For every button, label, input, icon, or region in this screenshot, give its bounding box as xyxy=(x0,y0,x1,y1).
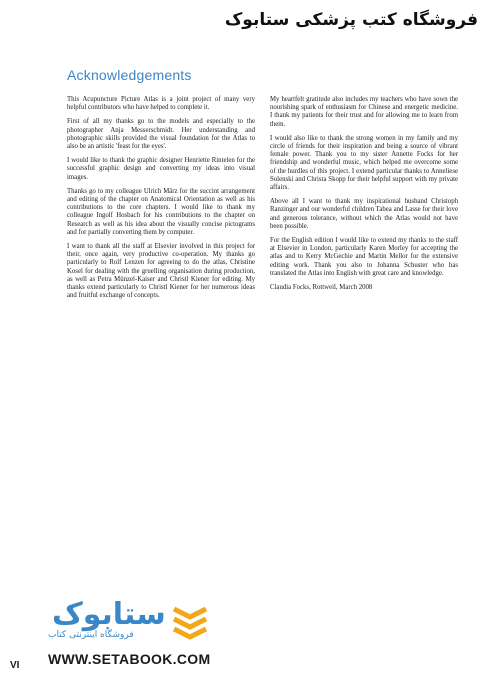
paragraph: Thanks go to my colleague Ulrich März for the succint arrangement and editing of the chapter on Anatomical Orientation as well as his contributions to the core chapters. I would like to thank my colleague Ingolf Hosbach for his contributions to the chapter on Research as well as his idea about the visually concise pictograms and for partially converting them by computer. xyxy=(67,187,255,236)
book-stack-icon xyxy=(170,601,210,641)
page-number: VI xyxy=(10,660,20,671)
site-url: WWW.SETABOOK.COM xyxy=(48,651,211,667)
paragraph: I want to thank all the staff at Elsevier involved in this project for their, once again, very productive co-operation. My thanks go particularly to Rolf Lenzen for agreeing to do the atlas, Christine Kosel for dealing with the gruelling organisation during production, as well as Petra Münzel-Kaiser and Christl Kiener for editing. My thanks extend particularly to Christl Kiener for her numerous ideas and fruitful exchange of concepts. xyxy=(67,243,255,300)
left-column xyxy=(67,96,255,306)
right-column xyxy=(270,96,458,298)
paragraph: First of all my thanks go to the models and especially to the photographer Anja Messerschmidt. Her understanding and photographic skills provided the visual foundation for the Atlas to also be an artistic 'feast for the eyes'. xyxy=(67,118,255,151)
logo-tagline: فروشگاه اینترنتی کتاب xyxy=(48,630,134,640)
page-title: Acknowledgements xyxy=(67,67,192,83)
paragraph: My heartfelt gratitude also includes my teachers who have sown the nourishing spark of enthusiasm for Chinese and energetic medicine. I thank my patients for their trust and for allowing me to learn from them. xyxy=(270,96,458,128)
paragraph: I would also like to thank the strong women in my family and my circle of friends for their inspiration and being a source of vibrant female power. Thank you to my sister Annette Focks for her friendship and wonderful music, which helped me overcome some of the hurdles of this project. I extend particular thanks to Anneliese Solenski and Christa Skopp for their helpful support with my private affairs. xyxy=(270,134,458,192)
setabook-logo xyxy=(22,597,212,647)
signature-line: Claudia Focks, Rottweil, March 2008 xyxy=(270,284,373,292)
paragraph: Above all I want to thank my inspirational husband Christoph Ranzinger and our wonderful children Tabea and Lasse for their love and generous tolerance, without which the Atlas would not have been possible. xyxy=(270,198,458,230)
paragraph: This Acupuncture Picture Atlas is a joint project of many very helpful contributors who have helped to complete it. xyxy=(67,96,255,112)
logo-wordmark: ستابوک xyxy=(52,597,166,632)
paragraph: I would like to thank the graphic designer Henriette Rintelen for the successful graphic design and converting my ideas into visual images. xyxy=(67,157,255,181)
store-banner: فروشگاه کتب پزشکی ستابوک xyxy=(224,10,478,30)
paragraph: For the English edition I would like to extend my thanks to the staff at Elsevier in London, particularly Karen Morley for accepting the atlas and to Kerry McGechie and Martin Mellor for the extensive editing work. Thank you also to Johanna Schuster who has translated the Atlas into English with great care and knowledge. xyxy=(270,237,458,277)
